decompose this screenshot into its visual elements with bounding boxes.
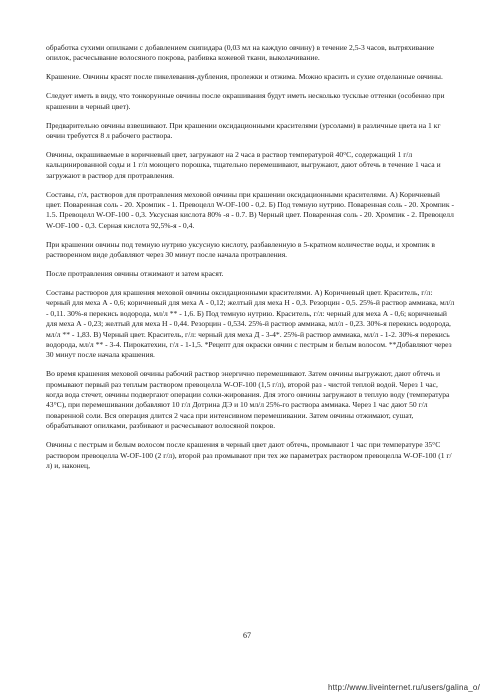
paragraph-dye-recipes: Составы растворов для крашения меховой овчины оксидационными красителями. А) Коричневый цвет. Краситель, г/л: черный для меха А - 0,6; коричневый для меха А - 0,12; желтый для меха Н - 0,3. Резорцин - 0,5. 25%-й раствор аммиака, мл/л - 0,11. 30%-я перекись водорода, мл/л ** - 1,6. Б) Под темную нутрию. Краситель, г/л: черный для меха А - 0,6; коричневый для меха А - 0,23; желтый для меха Н - 0,44. Резорцин - 0,534. 25%-й раствор аммиака, мл/л - 0,23. 30%-я перекись водорода, мл/л ** - 1,83. В) Черный цвет. Краситель, г/л: черный для меха Д - 3-4*. 25%-й раствор аммиака, мл/л - 1-2. 30%-я перекись водорода, мл/л ** - 3-4. Пирокатехин, г/л - 1-1,5. *Рецепт для окраски овчин с пестрым и белым волосом. **Добавляют через 30 минут после начала крашения.	[46, 287, 455, 360]
paragraph-drying: обработка сухими опилками с добавлением скипидара (0,03 мл на каждую овчину) в течение 2,5-3 часов, вытряхивание опилок, расчесывание волосяного покрова, разбивка кожевой ткани, выколачивание.	[46, 43, 435, 63]
paragraph-nutria-mordant: При крашении овчины под темную нутрию уксусную кислоту, разбавленную в 5-кратном количестве воды, и хромпик в растворенном виде добавляют через 30 минут после начала протравления.	[46, 239, 435, 260]
paragraph-dyeing-intro: Крашение. Овчины красят после пикелевания-дубления, пролежки и отжима. Можно красить и сухие отделанные овчины.	[46, 72, 443, 82]
paragraph-washing-fatliquoring: Во время крашения меховой овчины рабочий раствор энергично перемешивают. Затем овчины выгружают, дают обтечь и промывают первый раз теплым раствором превоцелла W-OF-100 (1,5 г/л), второй раз - чистой теплой водой. Через 1 час, когда вода стечет, овчины подвергают операции солки-жирования. Для этого овчины загружают в теплую воду (температура 43°С), при перемешивании добавляют 10 г/л Дотрина ДЭ и 10 мл/л 25%-го раствора аммиака. Через 1 час дают 50 г/л поваренной соли. Вся операция длится 2 часа при интенсивном перемешивании. Затем овчины отжимают, сушат, обрабатывают опилками, разбивают и расчесывают волосяной покров.	[46, 369, 450, 431]
paragraph-dull-shades-note: Следует иметь в виду, что тонкорунные овчины после окрашивания будут иметь несколько тусклые оттенки (особенно при крашении в черный цвет).	[46, 91, 445, 111]
page-body	[46, 43, 456, 479]
paragraph-white-hair-washing: Овчины с пестрым и белым волосом после крашения в черный цвет дают обтечь, промывают 1 час при температуре 35°С раствором превоцелла W-OF-100 (2 г/л), второй раз промывают при тех же параметрах раствором превоцелла W-OF-100 (1 г/л) и, наконец,	[46, 440, 452, 470]
paragraph-weighing: Предварительно овчины взвешивают. При крашении оксидационными красителями (урсолами) в различные цвета на 1 кг овчин требуется 8 л рабочего раствора.	[46, 120, 441, 140]
source-url-watermark: http://www.liveinternet.ru/users/galina_o/	[327, 683, 480, 692]
paragraph-mordant-recipes: Составы, г/л, растворов для протравления меховой овчины при крашении оксидационными красителями. А) Коричневый цвет. Поваренная соль - 20. Хромпик - 1. Превоцелл W-OF-100 - 0,2. Б) Под темную нутрию. Поваренная соль - 20. Хромпик - 1.5. Превоцелл W-OF-100 - 0,3. Уксусная кислота 80% -я - 0.7. В) Черный цвет. Поваренная соль - 20. Хромпик - 2. Превоцелл W-OF-100 - 0,3. Серная кислота 92,5%-я - 0,4.	[46, 189, 454, 230]
paragraph-brown-soaking: Овчины, окрашиваемые в коричневый цвет, загружают на 2 часа в раствор температурой 40°С, содержащий 1 г/л кальцинированной соды и 1 г/л моющего порошка, тщательно перемешивают, выгружают, дают обтечь в течение 1 часа и загружают в раствор для протравления.	[46, 149, 441, 180]
paragraph-after-mordant: После протравления овчины отжимают и затем красят.	[46, 269, 224, 278]
page-number: 67	[243, 631, 251, 640]
